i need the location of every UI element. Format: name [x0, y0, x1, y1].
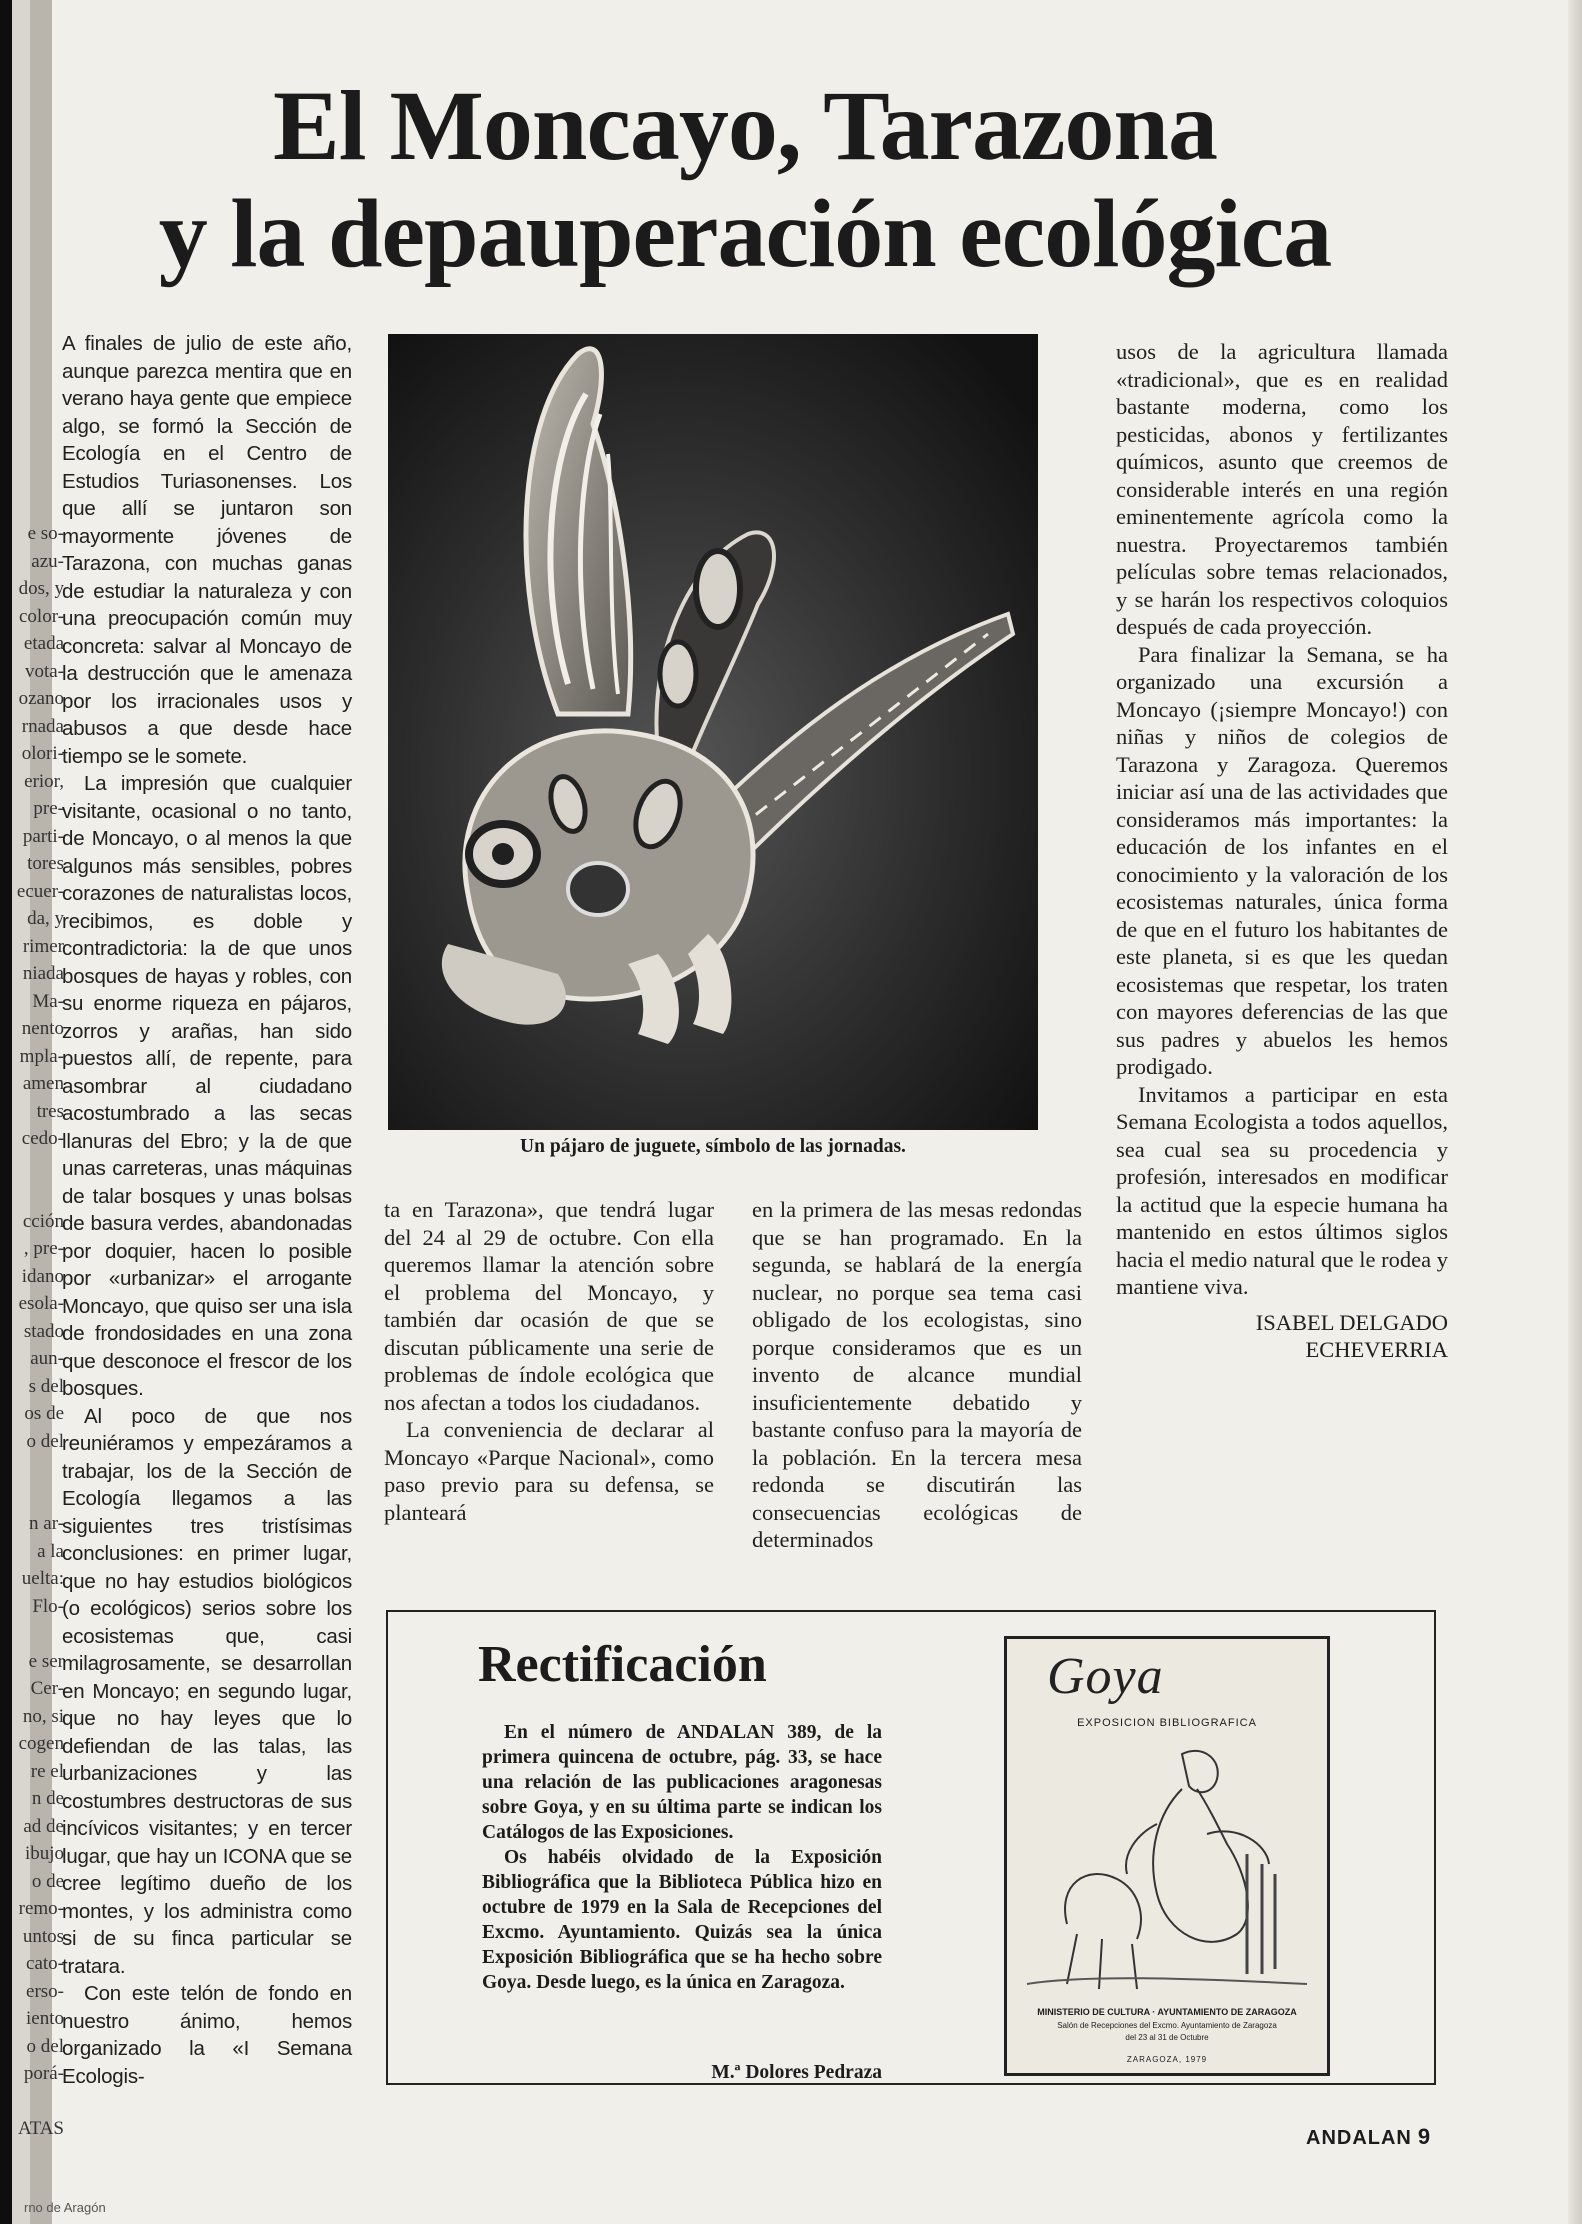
rectification-title: Rectificación: [478, 1636, 767, 1693]
bleed-fragment: olori-: [21, 743, 64, 764]
poster-venue: Salón de Recepciones del Excmo. Ayuntamiento de Zaragoza: [1057, 2021, 1277, 2030]
paragraph: Al poco de que nos reuniéramos y empezáramos a trabajar, los de la Sección de Ecología llegamos a las siguientes tres tristísimas conclusiones: en primer lugar, que no hay estudios biológicos (o ecológicos) serios sobre los ecosistemas que, casi milagrosamente, se desarrollan en Moncayo; en segundo lugar, que no hay leyes que lo defiendan de las talas, las urbanizaciones y las costumbres destructoras de sus incívicos visitantes; y en tercer lugar, que hay un ICONA que se cree legítimo dueño de los montes, y los administra como si de su finca particular se tratara.: [62, 1404, 352, 1978]
signature-line-2: ECHEVERRIA: [1305, 1337, 1448, 1362]
bleed-fragment: erso-: [26, 1980, 64, 2002]
page-footer: [1306, 2124, 1431, 2150]
bleed-fragment: [14, 1483, 64, 1511]
bleed-fragment: azu-: [31, 550, 64, 572]
bleed-fragment: o del: [26, 2035, 64, 2057]
rectification-body: [482, 1720, 882, 1995]
paragraph: ta en Tarazona», que tendrá lugar del 24 al 29 de octubre. Con ella queremos llamar la atención sobre el problema del Moncayo, y también dar ocasión de que se discutan públicamente una serie de problemas de índole ecológica que nos afectan a todos los ciudadanos.: [384, 1197, 714, 1415]
goya-exhibition-poster: [1004, 1636, 1330, 2076]
bleed-fragment: cción: [22, 1210, 64, 1232]
headline-line-2: y la depauperación ecológica: [158, 180, 1332, 288]
bleed-fragment: s del: [28, 1375, 64, 1397]
poster-illustration: [1007, 1734, 1327, 2004]
bleed-fragment: tores: [27, 853, 64, 874]
toy-bird-photo: [388, 334, 1038, 1130]
bleed-fragment: [14, 1180, 64, 1208]
bleed-fragment: amen: [22, 1073, 64, 1094]
bleed-fragment: e ser: [28, 1650, 64, 1672]
column-middle-2: [752, 1196, 1082, 1554]
bleed-fragment: [14, 1153, 64, 1181]
toy-bird-illustration: [388, 334, 1038, 1130]
bleed-fragment: nento: [21, 1018, 64, 1039]
paragraph: Os habéis olvidado de la Exposición Bibliográfica que la Biblioteca Pública hizo en octubre de 1979 en la Sala de Recepciones del Excmo. Ayuntamiento. Quizás sea la única Exposición Bibliográfica que se ha hecho sobre Goya. Desde luego, es la única en Zaragoza.: [482, 1847, 882, 1993]
bleed-fragment: pre-: [33, 798, 64, 819]
bleed-fragment: no, si: [22, 1705, 64, 1727]
bleed-fragment: Cer-: [30, 1678, 64, 1699]
bleed-fragment: dos, y: [18, 578, 64, 599]
paragraph: Para finalizar la Semana, se ha organizado una excursión a Moncayo (¡siempre Moncayo!) con niñas y niños de colegios de Tarazona y Zaragoza. Queremos iniciar así una de las actividades que consideramos más importantes: la educación de los infantes en el conocimiento y la valoración de los ecosistemas naturales, única forma de que en el futuro los habitantes de este planeta, si es que les quedan ecosistemas que respetar, los traten con mayores deferencias de las que sus padres y abuelos les hemos prodigado.: [1116, 641, 1448, 1079]
bleed-fragment: Ma-: [32, 990, 64, 1012]
bleed-fragment: n de: [31, 1788, 64, 1809]
bleed-fragment: mpla-: [19, 1045, 64, 1067]
paragraph: En el número de ANDALAN 389, de la primera quincena de octubre, pág. 33, se hace una relación de las publicaciones aragonesas sobre Goya, y en su última parte se indican los Catálogos de las Exposiciones.: [482, 1722, 882, 1843]
bleed-fragment: , pre-: [23, 1238, 64, 1259]
bleed-fragment: ecuer-: [16, 880, 64, 902]
bleed-fragment: da, y: [27, 908, 64, 929]
bleed-fragment: e so-: [27, 523, 64, 544]
bleed-fragment: a la: [37, 1540, 64, 1562]
bleed-fragment: rnada: [21, 715, 64, 737]
bleed-fragment: [14, 1620, 64, 1648]
bleed-fragment: cato-: [26, 1953, 64, 1974]
paragraph: usos de la agricultura llamada «tradicional», que es en realidad bastante moderna, como los pesticidas, abonos y fertilizantes químicos, asunto que creemos de considerable interés en una región eminentemente agrícola como la nuestra. Proyectaremos también películas sobre temas relacionados, y se harán los respectivos coloquios después de cada proyección.: [1116, 339, 1448, 639]
bleed-fragment: esola-: [18, 1293, 64, 1314]
bleed-fragment: vota-: [24, 660, 64, 682]
bleed-fragment: n ar-: [29, 1513, 64, 1534]
poster-logo: Goya: [1047, 1648, 1164, 1705]
bleed-fragment: ozano: [18, 688, 64, 709]
archive-credit: rno de Aragón: [24, 2200, 106, 2215]
bleed-fragment: etada: [23, 633, 64, 654]
bleed-fragment: remo-: [18, 1898, 64, 1919]
paragraph: Con este telón de fondo en nuestro ánimo, hemos organizado la «I Semana Ecologis-: [62, 1982, 352, 2088]
column-right: [1116, 338, 1448, 1364]
bleed-fragment: uelta:: [21, 1568, 64, 1589]
article-headline: [120, 70, 1370, 290]
paragraph: La impresión que cualquier visitante, ocasional o no tanto, de Moncayo, o al menos la que algunos más sensibles, pobres corazones de naturalistas locos, recibimos, es doble y contradictoria: la de que unos bosques de hayas y robles, con su enorme riqueza en pájaros, zorros y arañas, han sido puestos allí, de repente, para asombrar al ciudadano acostumbrado a las secas llanuras del Ebro; y la de que unas carreteras, unas máquinas de talar bosques y unas bolsas de basura verdes, abandonadas por doquier, hacen lo posible por «urbanizar» el arrogante Moncayo, que quiso ser una isla de frondosidades en una zona que desconoce el frescor de los bosques.: [62, 772, 352, 1400]
bleed-fragment: [14, 1455, 64, 1483]
bleed-fragment: niada: [22, 963, 64, 984]
paragraph: La conveniencia de declarar al Moncayo «Parque Nacional», como paso previo para su defensa, se planteará: [384, 1417, 714, 1525]
publication-name: ANDALAN: [1306, 2127, 1412, 2149]
column-middle-1: [384, 1196, 714, 1526]
bleed-fragment: [14, 2088, 64, 2116]
bleed-fragment: rimer: [22, 935, 64, 957]
poster-subtitle: EXPOSICION BIBLIOGRAFICA: [1077, 1717, 1257, 1729]
paragraph: A finales de julio de este año, aunque parezca mentira que en verano haya gente que empiece algo, se formó la Sección de Ecología en el Centro de Estudios Turiasonenses. Los que allí se juntaron son mayormente jóvenes de Tarazona, con muchas ganas de estudiar la naturaleza y con una preocupación común muy concreta: salvar al Moncayo de la destrucción que le amenaza por los irracionales usos y abusos a que desde hace tiempo se le somete.: [62, 332, 352, 768]
bleed-fragment: untos: [22, 1925, 64, 1947]
bleed-fragment: cedo-: [21, 1128, 64, 1149]
bleed-fragment: tres: [36, 1100, 64, 1122]
column-left: [62, 330, 352, 2090]
author-signature: [1116, 1309, 1448, 1364]
photo-caption: Un pájaro de juguete, símbolo de las jornadas.: [520, 1136, 906, 1157]
paragraph: Invitamos a participar en esta Semana Ecologista a todos aquellos, sea cual sea su procedencia y profesión, interesados en modificar la actitud que la especie humana ha mantenido en estos últimos siglos hacia el medio natural que le rodea y mantiene viva.: [1116, 1081, 1448, 1299]
bleed-fragment: iento: [26, 2008, 64, 2029]
bleed-fragment: os de: [24, 1403, 64, 1424]
bleed-fragment: aun-: [30, 1348, 64, 1369]
bleed-fragment: ad de: [23, 1815, 64, 1837]
bleed-fragment: stado: [23, 1320, 64, 1342]
bleed-fragment: porá-: [23, 2063, 64, 2084]
bleed-fragment: o de: [31, 1870, 64, 1892]
paragraph: en la primera de las mesas redondas que se han programado. En la segunda, se hablará de la energía nuclear, no porque sea tema casi obligado de los ecologistas, sino porque consideramos que es un invento de alcance mundial insuficientemente debatido y bastante confuso para la mayoría de la población. En la tercera mesa redonda se discutirán las consecuencias ecológicas de determinados: [752, 1197, 1082, 1552]
bleed-fragment: cogen: [18, 1733, 64, 1754]
rectification-signature: M.ª Dolores Pedraza: [711, 2062, 882, 2083]
bleed-fragment: erior,: [24, 770, 64, 792]
poster-sponsors: MINISTERIO DE CULTURA · AYUNTAMIENTO DE ZARAGOZA: [1037, 2007, 1297, 2017]
bleed-fragment: re el: [30, 1760, 64, 1782]
bleed-fragment: parti-: [22, 825, 64, 847]
poster-place-year: ZARAGOZA, 1979: [1126, 2055, 1208, 2064]
bleed-fragment: ATAS: [18, 2118, 64, 2139]
facing-page-bleed-text: [14, 520, 64, 2139]
bleed-fragment: ibujo: [24, 1843, 64, 1864]
headline-line-1: El Moncayo, Tarazona: [273, 70, 1217, 181]
page-number: 9: [1417, 2124, 1432, 2149]
bleed-fragment: Flo-: [32, 1595, 64, 1617]
page-edge: [1568, 0, 1582, 2224]
bleed-fragment: idano: [21, 1265, 64, 1287]
signature-line-1: ISABEL DELGADO: [1255, 1309, 1448, 1335]
poster-dates: del 23 al 31 de Octubre: [1125, 2033, 1209, 2042]
bleed-fragment: o del: [26, 1430, 64, 1452]
bleed-fragment: color-: [19, 605, 64, 627]
